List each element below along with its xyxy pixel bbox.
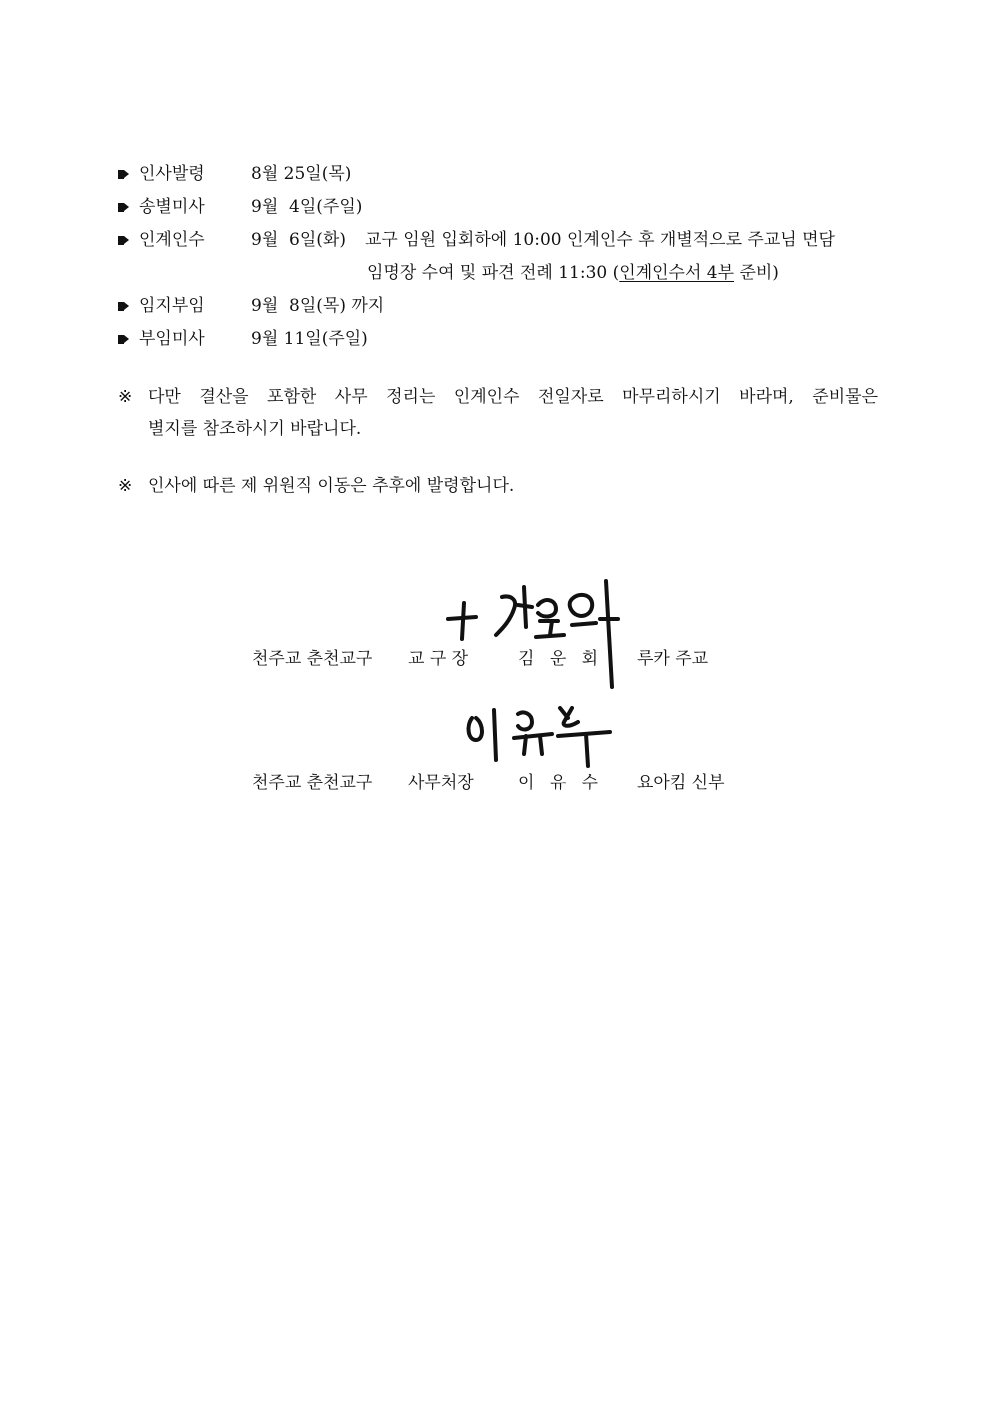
signatory-name: 김 운 회 — [518, 649, 599, 669]
schedule-date: 9월 4일(주일) — [251, 197, 363, 217]
note-line: 다만 결산을 포함한 사무 정리는 인계인수 전일자로 마무리하시기 바라며, 준비물은 — [148, 387, 878, 407]
continuation-suffix: 준비) — [734, 263, 779, 283]
note — [118, 381, 878, 445]
bishop-signature — [440, 575, 640, 690]
schedule-date: 9월 11일(주일) — [251, 329, 368, 349]
reference-mark: ※ — [118, 387, 133, 407]
secretary-signature — [460, 700, 630, 772]
signatory-name: 이 유 수 — [518, 773, 599, 793]
signatory-baptismal-name: 요아킴 신부 — [637, 773, 725, 793]
schedule-date: 9월 6일(화) — [251, 230, 346, 250]
bullet-icon — [118, 170, 129, 179]
reference-mark: ※ — [118, 476, 133, 496]
note-line: 인사에 따른 제 위원직 이동은 추후에 발령합니다. — [148, 476, 515, 496]
signatory-title: 사무처장 — [408, 773, 474, 793]
schedule-label: 부임미사 — [139, 329, 205, 349]
note — [118, 470, 878, 502]
note-line: 별지를 참조하시기 바랍니다. — [148, 419, 362, 439]
signatory-org: 천주교 춘천교구 — [252, 773, 373, 793]
signatory-baptismal-name: 루카 주교 — [637, 649, 709, 669]
underlined-requirement: 인계인수서 4부 — [619, 263, 735, 283]
schedule-label: 인사발령 — [139, 164, 205, 184]
schedule-date: 9월 8일(목) 까지 — [251, 296, 385, 316]
schedule-date: 8월 25일(목) — [251, 164, 352, 184]
bullet-icon — [118, 203, 129, 212]
schedule-label: 인계인수 — [139, 230, 205, 250]
signatory-title: 교 구 장 — [408, 649, 469, 669]
schedule-detail: 교구 임원 입회하에 10:00 인계인수 후 개별적으로 주교님 면담 — [365, 230, 835, 250]
signatory-org: 천주교 춘천교구 — [252, 649, 373, 669]
bullet-icon — [118, 302, 129, 311]
signatory-line — [252, 647, 372, 671]
schedule-label: 임지부임 — [139, 296, 205, 316]
bullet-icon — [118, 335, 129, 344]
bullet-icon — [118, 236, 129, 245]
continuation-prefix: 임명장 수여 및 파견 전례 11:30 ( — [367, 263, 620, 283]
schedule-detail-continuation — [367, 261, 779, 285]
schedule-label: 송별미사 — [139, 197, 205, 217]
